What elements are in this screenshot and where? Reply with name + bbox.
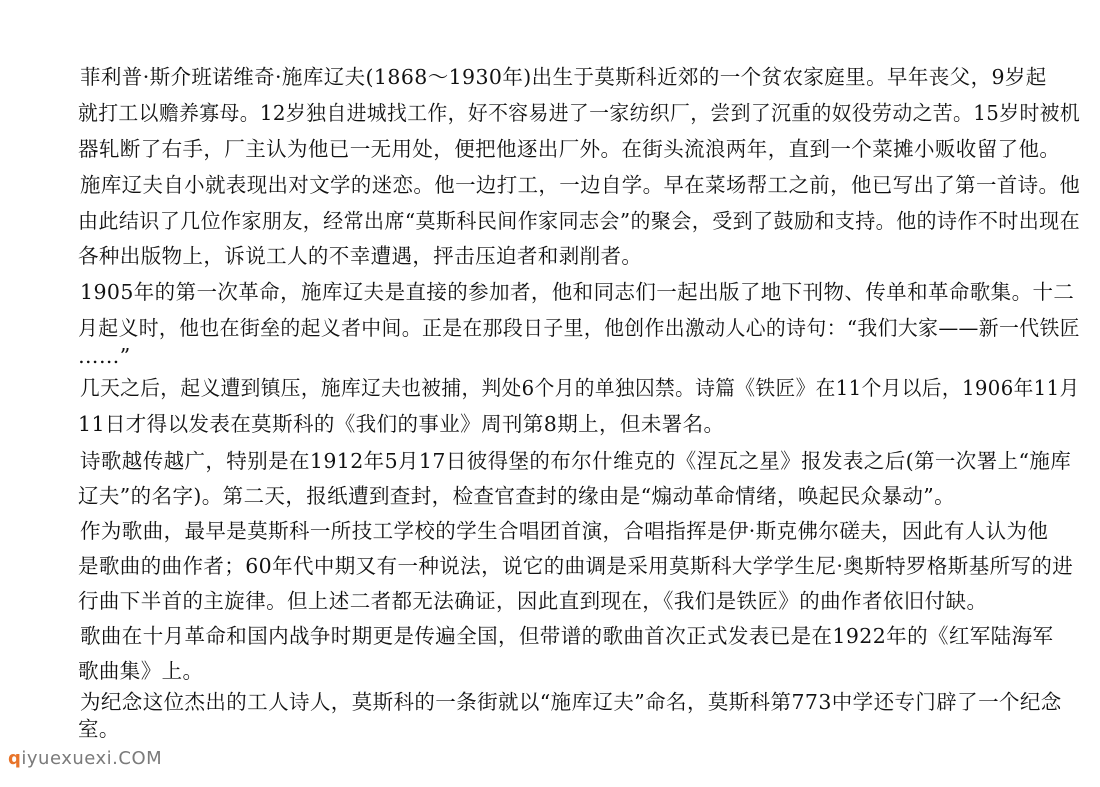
text-line: 月起义时，他也在街垒的起义者中间。正是在那段日子里，他创作出激动人心的诗句：“我们大家——新一代铁匠 xyxy=(78,316,1080,340)
text-line: ……” xyxy=(78,344,131,368)
text-line: 就打工以赡养寡母。12岁独自进城找工作，好不容易进了一家纺织厂，尝到了沉重的奴役劳动之苦。15岁时被机 xyxy=(78,101,1081,125)
text-line: 各种出版物上，诉说工人的不幸遭遇，抨击压迫者和剥削者。 xyxy=(78,244,643,268)
site-watermark xyxy=(8,748,162,769)
text-line: 歌曲在十月革命和国内战争时期更是传遍全国，但带谱的歌曲首次正式发表已是在1922年的《红军陆海军 xyxy=(80,624,1054,648)
text-line: 几天之后，起义遭到镇压，施库辽夫也被捕，判处6个月的单独囚禁。诗篇《铁匠》在11个月以后，1906年11月 xyxy=(80,376,1080,400)
text-line: 菲利普·斯介班诺维奇·施库辽夫(1868～1930年)出生于莫斯科近郊的一个贫农家庭里。早年丧父，9岁起 xyxy=(80,65,1047,89)
text-line: 1905年的第一次革命，施库辽夫是直接的参加者，他和同志们一起出版了地下刊物、传单和革命歌集。十二 xyxy=(80,280,1075,304)
text-line: 行曲下半首的主旋律。但上述二者都无法确证，因此直到现在，《我们是铁匠》的曲作者依旧付缺。 xyxy=(78,589,988,613)
text-line: 11日才得以发表在莫斯科的《我们的事业》周刊第8期上，但未署名。 xyxy=(78,412,725,436)
text-line: 器轧断了右手，厂主认为他已一无用处，便把他逐出厂外。在街头流浪两年，直到一个菜摊小贩收留了他。 xyxy=(78,137,1061,161)
text-line: 为纪念这位杰出的工人诗人，莫斯科的一条街就以“施库辽夫”命名，莫斯科第773中学还专门辟了一个纪念 xyxy=(80,690,1062,714)
text-line: 室。 xyxy=(78,717,120,741)
text-line: 诗歌越传越广，特别是在1912年5月17日彼得堡的布尔什维克的《涅瓦之星》报发表之后(第一次署上“施库 xyxy=(80,449,1072,473)
text-line: 是歌曲的曲作者；60年代中期又有一种说法，说它的曲调是采用莫斯科大学学生尼·奥斯特罗格斯基所写的进 xyxy=(78,554,1074,578)
text-line: 作为歌曲，最早是莫斯科一所技工学校的学生合唱团首演，合唱指挥是伊·斯克佛尔磋夫，因此有人认为他 xyxy=(80,519,1049,543)
text-line: 辽夫”的名字)。第二天，报纸遭到查封，检查官查封的缘由是“煽动革命情绪，唤起民众暴动”。 xyxy=(78,484,956,508)
text-line: 施库辽夫自小就表现出对文学的迷恋。他一边打工，一边自学。早在菜场帮工之前，他已写出了第一首诗。他 xyxy=(80,173,1081,197)
text-line: 由此结识了几位作家朋友，经常出席“莫斯科民间作家同志会”的聚会，受到了鼓励和支持。他的诗作不时出现在 xyxy=(78,209,1081,233)
text-line: 歌曲集》上。 xyxy=(78,659,204,683)
watermark-text: iyuexuexi.COM xyxy=(21,748,163,769)
watermark-accent-letter: q xyxy=(8,748,22,769)
